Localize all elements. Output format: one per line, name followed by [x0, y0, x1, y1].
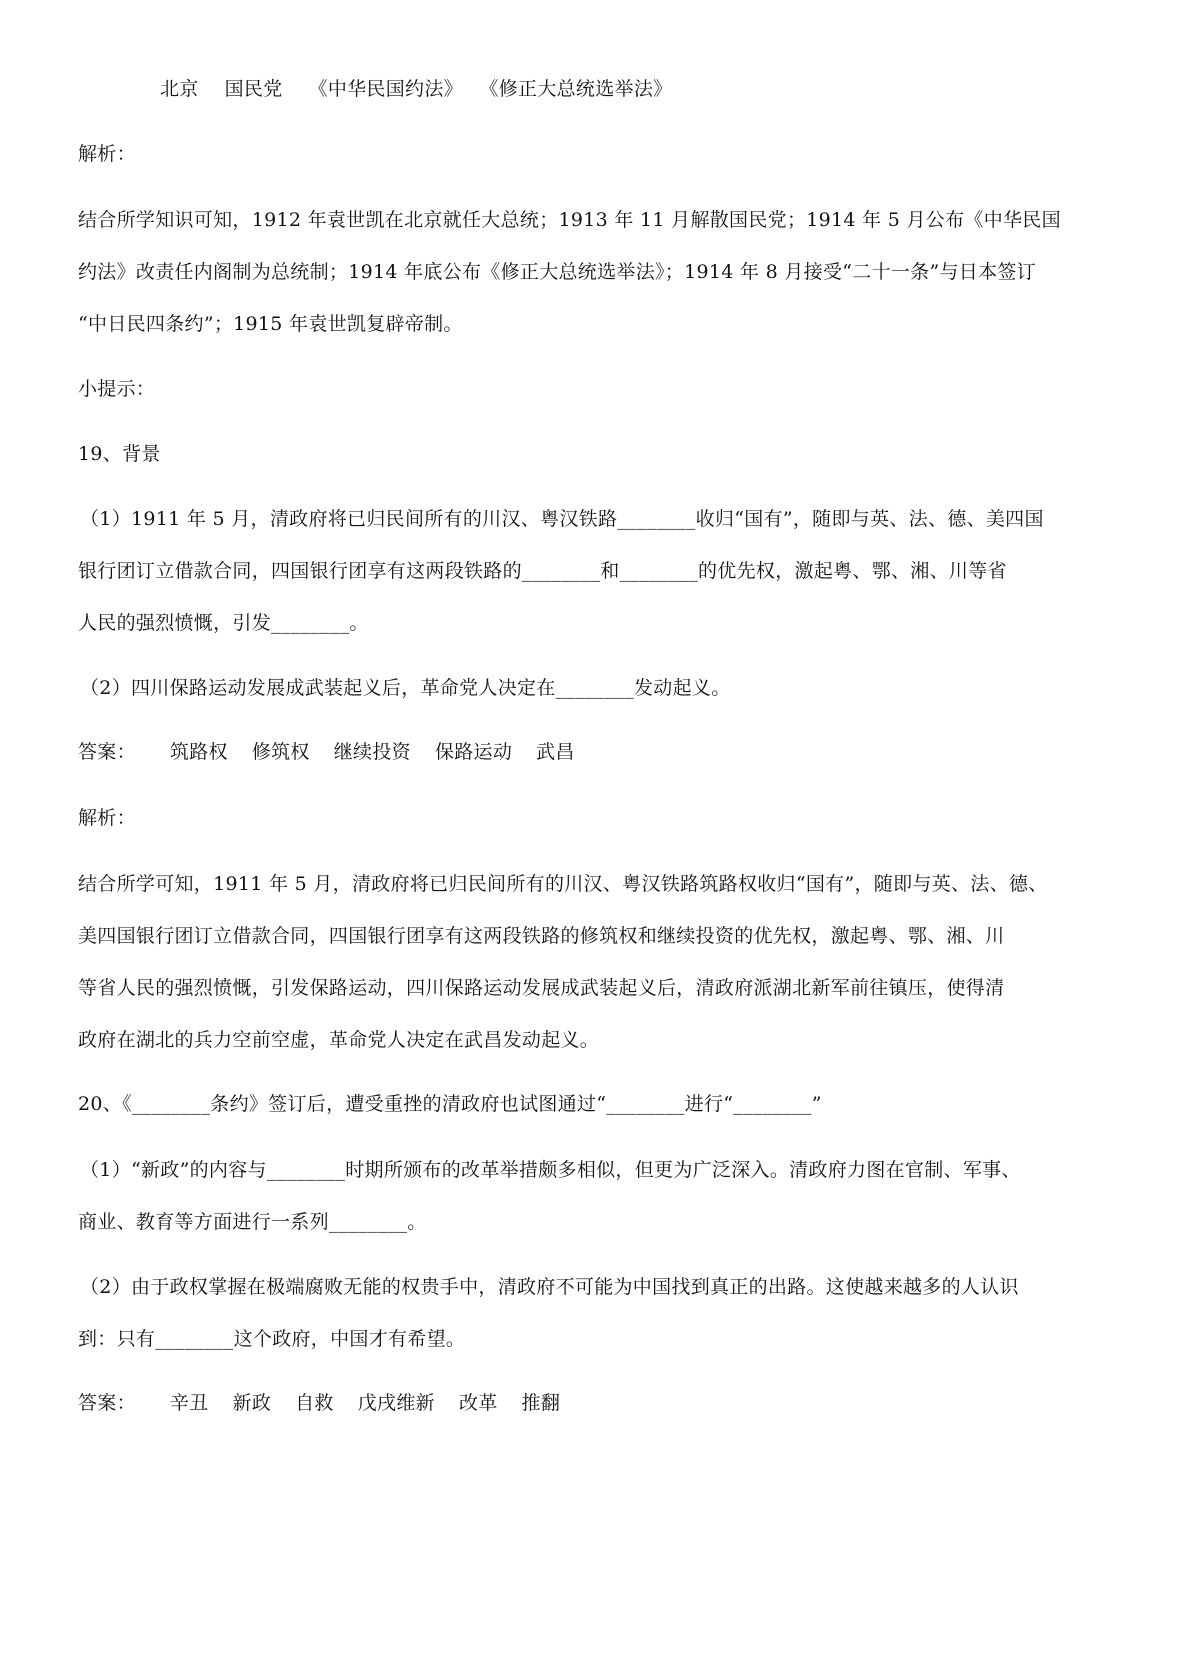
analysis-line: “中日民四条约”；1915 年袁世凯复辟帝制。 [78, 313, 463, 335]
question-title: 20、《________条约》签订后，遭受重挫的清政府也试图通过“________进行“________” [78, 1093, 822, 1115]
top-answer-item: 国民党 [224, 78, 283, 100]
question-line: 银行团订立借款合同，四国银行团享有这两段铁路的________和________的优先权，激起粤、鄂、湘、川等省 [78, 560, 1007, 582]
analysis-line: 约法》改责任内阁制为总统制；1914 年底公布《修正大总统选举法》；1914 年 8 月接受“二十一条”与日本签订 [78, 261, 1036, 283]
question-line: （2）四川保路运动发展成武装起义后，革命党人决定在________发动起义。 [80, 677, 731, 699]
tip-label: 小提示： [78, 378, 156, 400]
analysis-line: 政府在湖北的兵力空前空虚，革命党人决定在武昌发动起义。 [78, 1029, 600, 1051]
answer-label: 答案： [78, 741, 136, 763]
analysis-line: 等省人民的强烈愤慨，引发保路运动，四川保路运动发展成武装起义后，清政府派湖北新军前往镇压，使得清 [78, 977, 1005, 999]
top-answer-row [160, 76, 672, 102]
question-line: （1）1911 年 5 月，清政府将已归民间所有的川汉、粤汉铁路________收归“国有”，随即与英、法、德、美四国 [80, 508, 1044, 530]
analysis-line: 结合所学知识可知，1912 年袁世凯在北京就任大总统；1913 年 11 月解散国民党；1914 年 5 月公布《中华民国 [78, 209, 1061, 231]
answer-item: 自救 [295, 1392, 334, 1414]
answer-item: 修筑权 [251, 741, 310, 763]
answer-item: 辛丑 [169, 1392, 209, 1414]
question-line: 到：只有________这个政府，中国才有希望。 [78, 1328, 466, 1350]
analysis-label: 解析： [78, 807, 136, 829]
answer-row [78, 1390, 560, 1416]
top-answer-item: 《中华民国约法》 [308, 78, 463, 100]
question-title: 19、背景 [78, 443, 161, 465]
answer-row [78, 739, 575, 765]
question-line: 人民的强烈愤慨，引发________。 [78, 612, 369, 634]
answer-label: 答案： [78, 1392, 136, 1414]
question-line: （1）“新政”的内容与________时期所颁布的改革举措颇多相似，但更为广泛深入。清政府力图在官制、军事、 [80, 1159, 1021, 1181]
analysis-line: 结合所学可知，1911 年 5 月，清政府将已归民间所有的川汉、粤汉铁路筑路权收归“国有”，随即与英、法、德、 [78, 873, 1048, 895]
answer-item: 筑路权 [169, 741, 228, 763]
answer-item: 保路运动 [434, 741, 513, 763]
question-line: 商业、教育等方面进行一系列________。 [78, 1211, 427, 1233]
analysis-line: 美四国银行团订立借款合同，四国银行团享有这两段铁路的修筑权和继续投资的优先权，激起粤、鄂、湘、川 [78, 925, 1005, 947]
top-answer-item: 《修正大总统选举法》 [488, 78, 673, 100]
answer-item: 推翻 [521, 1392, 561, 1414]
answer-item: 武昌 [536, 741, 575, 763]
answer-item: 戊戌维新 [357, 1392, 435, 1414]
question-line: （2）由于政权掌握在极端腐败无能的权贵手中，清政府不可能为中国找到真正的出路。这使越来越多的人认识 [80, 1276, 1019, 1298]
top-answer-item: 北京 [160, 78, 199, 100]
answer-item: 改革 [458, 1392, 498, 1414]
answer-item: 新政 [232, 1392, 272, 1414]
analysis-label: 解析： [78, 143, 136, 165]
answer-item: 继续投资 [333, 741, 411, 763]
